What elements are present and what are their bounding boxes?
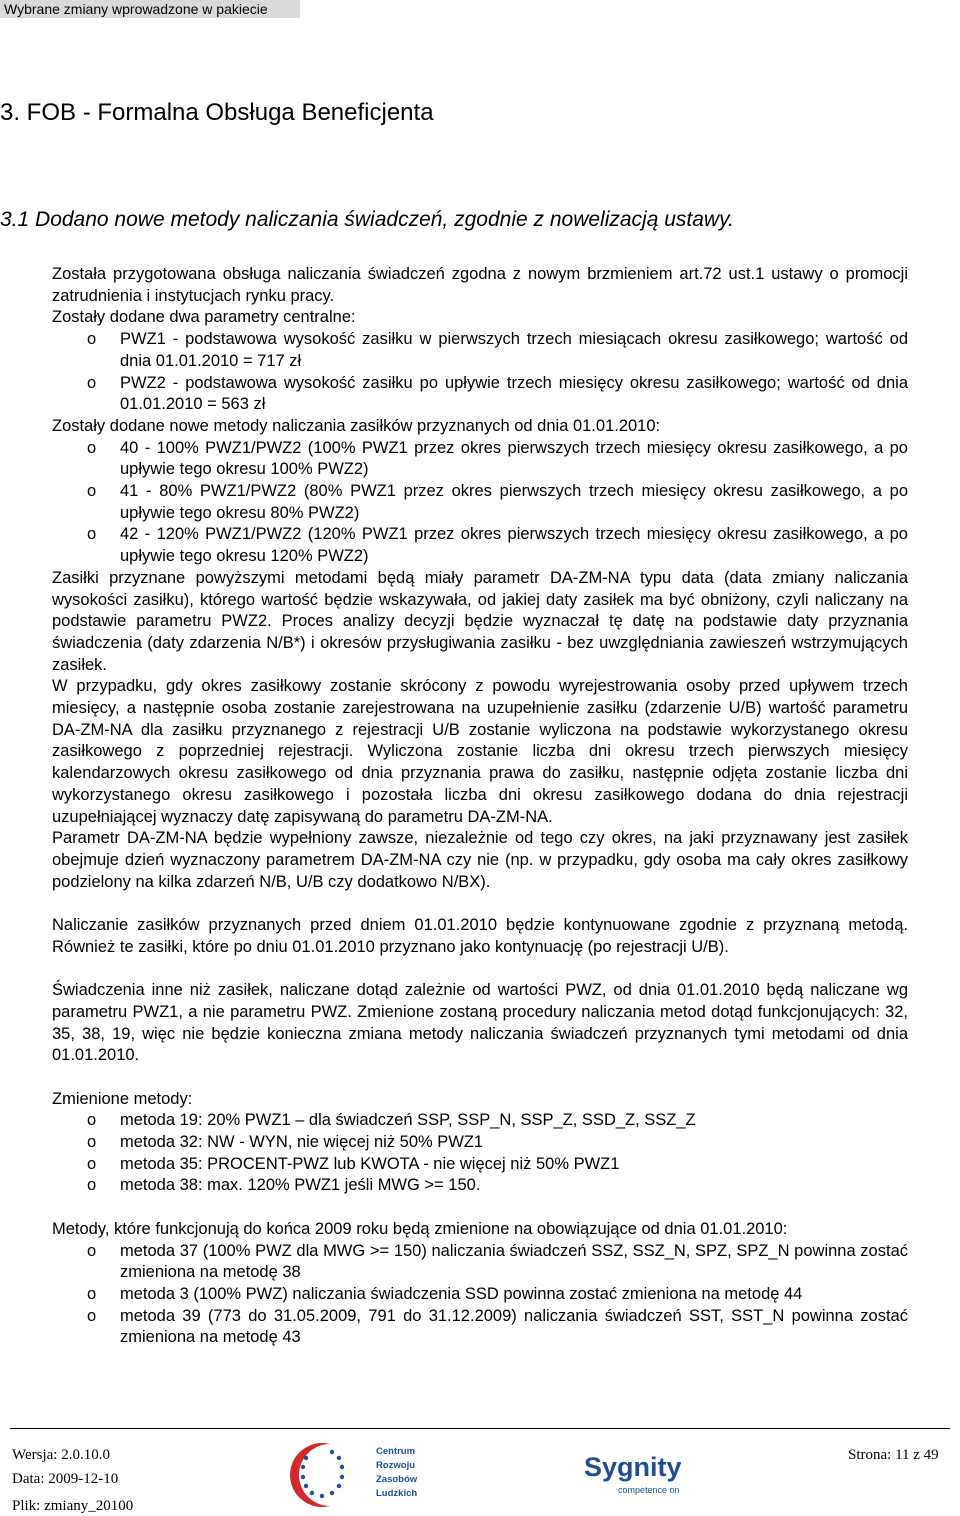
methods-list — [52, 438, 908, 568]
list-item: o metoda 19: 20% PWZ1 – dla świadczeń SSP, SSP_N, SSP_Z, SSD_Z, SSZ_Z — [52, 1110, 908, 1132]
bullet-icon: o — [87, 330, 97, 349]
sygnity-tagline: competence on — [618, 1485, 680, 1495]
bullet-icon: o — [87, 1133, 97, 1152]
centrum-rozwoju-logo-icon — [284, 1436, 428, 1514]
sygnity-wordmark: Sygnity — [584, 1452, 682, 1482]
bullet-icon: o — [87, 438, 97, 457]
list-item: o PWZ2 - podstawowa wysokość zasiłku po upływie trzech miesięcy okresu zasiłkowego; wartość od dnia 01.01.2010 = 563 zł — [87, 373, 908, 414]
changed-list — [52, 1110, 908, 1197]
bullet-icon: o — [87, 1111, 97, 1130]
list-item: o metoda 38: max. 120% PWZ1 jeśli MWG >= 150. — [52, 1175, 908, 1197]
running-header: Wybrane zmiany wprowadzone w pakiecie — [4, 1, 268, 17]
list-item: o metoda 3 (100% PWZ) naliczania świadczenia SSD powinna zostać zmieniona na metodę 44 — [52, 1284, 908, 1306]
bullet-icon: o — [87, 373, 97, 392]
changed-intro: Zmienione metody: — [52, 1089, 193, 1108]
logo-ue-line: Rozwoju — [376, 1460, 416, 1471]
footer-file: Plik: zmiany_20100 — [12, 1498, 134, 1514]
logo-ue-line: Centrum — [376, 1446, 416, 1457]
case-paragraph: W przypadku, gdy okres zasiłkowy zostanie skrócony z powodu wyrejestrowania osoby przed upływem trzech miesięcy, a następnie osoba zostanie zarejestrowana na uzupełnienie zasiłku (zdarzenie U/B) wartość parametru DA-ZM-NA dla zasiłku przyznanego z rejestracji U/B zostanie wyliczona na podstawie wykorzystanego okresu zasiłkowego z poprzedniej rejestracji. Wyliczona zostanie liczba dni okresu trzech pierwszych miesięcy kalendarzowych okresu zasiłkowego od dnia przyznania prawa do zasiłku, następnie odjęta zostanie liczba dni wykorzystanego okresu zasiłkowego i pozostała liczba dni okresu zasiłkowego dodana do dnia rejestracji uzupełniającej wyznaczy datę zapisywaną do parametru DA-ZM-NA. — [52, 677, 908, 826]
sygnity-logo-icon — [582, 1446, 698, 1498]
methods-intro: Zostały dodane nowe metody naliczania zasiłków przyznanych od dnia 01.01.2010: — [52, 416, 661, 435]
replaced-list — [52, 1241, 908, 1350]
bullet-icon: o — [87, 1241, 97, 1260]
list-item: o 41 - 80% PWZ1/PWZ2 (80% PWZ1 przez okres pierwszych trzech miesięcy okresu zasiłkowego, a po upływie tego okresu 80% PWZ2) — [87, 482, 908, 522]
replaced-intro: Metody, które funkcjonują do końca 2009 roku będą zmienione na obowiązujące od dnia 01.01.2010: — [52, 1219, 788, 1238]
logo-ue-line: Ludzkich — [376, 1488, 418, 1499]
other-benefits-paragraph: Świadczenia inne niż zasiłek, naliczane dotąd zależnie od wartości PWZ, od dnia 01.01.2010 będą naliczane wg parametru PWZ1, a nie parametru PWZ. Zmienione zostaną procedury naliczania metod dotąd funkcjonujących: 32, 35, 38, 19, więc nie będzie konieczna zmiana metody naliczania świadczeń przyznanych tymi metodami od dnia 01.01.2010. — [52, 981, 908, 1065]
dazmna-paragraph: Zasiłki przyznane powyższymi metodami będą miały parametr DA-ZM-NA typu data (data zmiany naliczania wysokości zasiłku), którego wartość będzie wskazywała, od jakiej daty zasiłek ma być obniżony, czyli naliczany na podstawie parametru PWZ2. Proces analizy decyzji będzie wyznaczał tę datę na podstawie daty przyznania świadczenia (daty zdarzenia N/B*) i okresów przysługiwania zasiłku - bez uwzględniania zawieszeń wstrzymujących zasiłek. — [52, 568, 908, 674]
footer-page-number: Strona: 11 z 49 — [848, 1447, 939, 1463]
list-item: o 40 - 100% PWZ1/PWZ2 (100% PWZ1 przez okres pierwszych trzech miesięcy okresu zasiłkowego, a po upływie tego okresu 100% PWZ2) — [87, 438, 908, 479]
document-body — [52, 264, 908, 1349]
list-item: o metoda 32: NW - WYN, nie więcej niż 50% PWZ1 — [52, 1132, 908, 1154]
params-list — [52, 329, 908, 416]
section-title: 3. FOB - Formalna Obsługa Beneficjenta — [0, 99, 434, 126]
list-item: o PWZ1 - podstawowa wysokość zasiłku w pierwszych trzech miesiącach okresu zasiłkowego; wartość od dnia 01.01.2010 = 717 zł — [87, 330, 908, 370]
list-item: o metoda 39 (773 do 31.05.2009, 791 do 31.12.2009) naliczania świadczeń SST, SST_N powinna zostać zmieniona na metodę 43 — [87, 1306, 908, 1347]
list-item: o metoda 35: PROCENT-PWZ lub KWOTA - nie więcej niż 50% PWZ1 — [52, 1154, 908, 1176]
bullet-icon: o — [87, 1284, 97, 1303]
list-item: o 42 - 120% PWZ1/PWZ2 (120% PWZ1 przez okres pierwszych trzech miesięcy okresu zasiłkowego, a po upływie tego okresu 120% PWZ2) — [87, 525, 908, 566]
logo-ue-line: Zasobów — [376, 1474, 418, 1485]
list-item: o metoda 37 (100% PWZ dla MWG >= 150) naliczania świadczeń SSZ, SSZ_N, SPZ, SPZ_N powinna zostać zmieniona na metodę 38 — [87, 1241, 908, 1282]
bullet-icon: o — [87, 1306, 97, 1325]
footer-date: Data: 2009-12-10 — [12, 1471, 119, 1487]
params-intro: Zostały dodane dwa parametry centralne: — [52, 308, 356, 327]
footer-version: Wersja: 2.0.10.0 — [12, 1447, 110, 1463]
bullet-icon: o — [87, 1176, 97, 1195]
before-paragraph: Naliczanie zasiłków przyznanych przed dniem 01.01.2010 będzie kontynuowane zgodnie z przyznaną metodą. Również te zasiłki, które po dniu 01.01.2010 przyznano jako kontynuację (po rejestracji U/B). — [52, 916, 908, 956]
intro-paragraph: Została przygotowana obsługa naliczania świadczeń zgodna z nowym brzmieniem art.72 ust.1 ustawy o promocji zatrudnienia i instytucjach rynku pracy. — [52, 265, 908, 305]
subsection-title: 3.1 Dodano nowe metody naliczania świadczeń, zgodnie z nowelizacją ustawy. — [0, 208, 734, 231]
bullet-icon: o — [87, 482, 97, 501]
bullet-icon: o — [87, 1154, 97, 1173]
footer-divider — [10, 1428, 950, 1429]
bullet-icon: o — [87, 525, 97, 544]
always-paragraph: Parametr DA-ZM-NA będzie wypełniony zawsze, niezależnie od tego czy okres, na jaki przyznawany jest zasiłek obejmuje dzień wyznaczony parametrem DA-ZM-NA czy nie (np. w przypadku, gdy osoba ma cały okres zasiłkowy podzielony na kilka zdarzeń N/B, U/B czy dodatkowo N/BX). — [52, 829, 908, 891]
